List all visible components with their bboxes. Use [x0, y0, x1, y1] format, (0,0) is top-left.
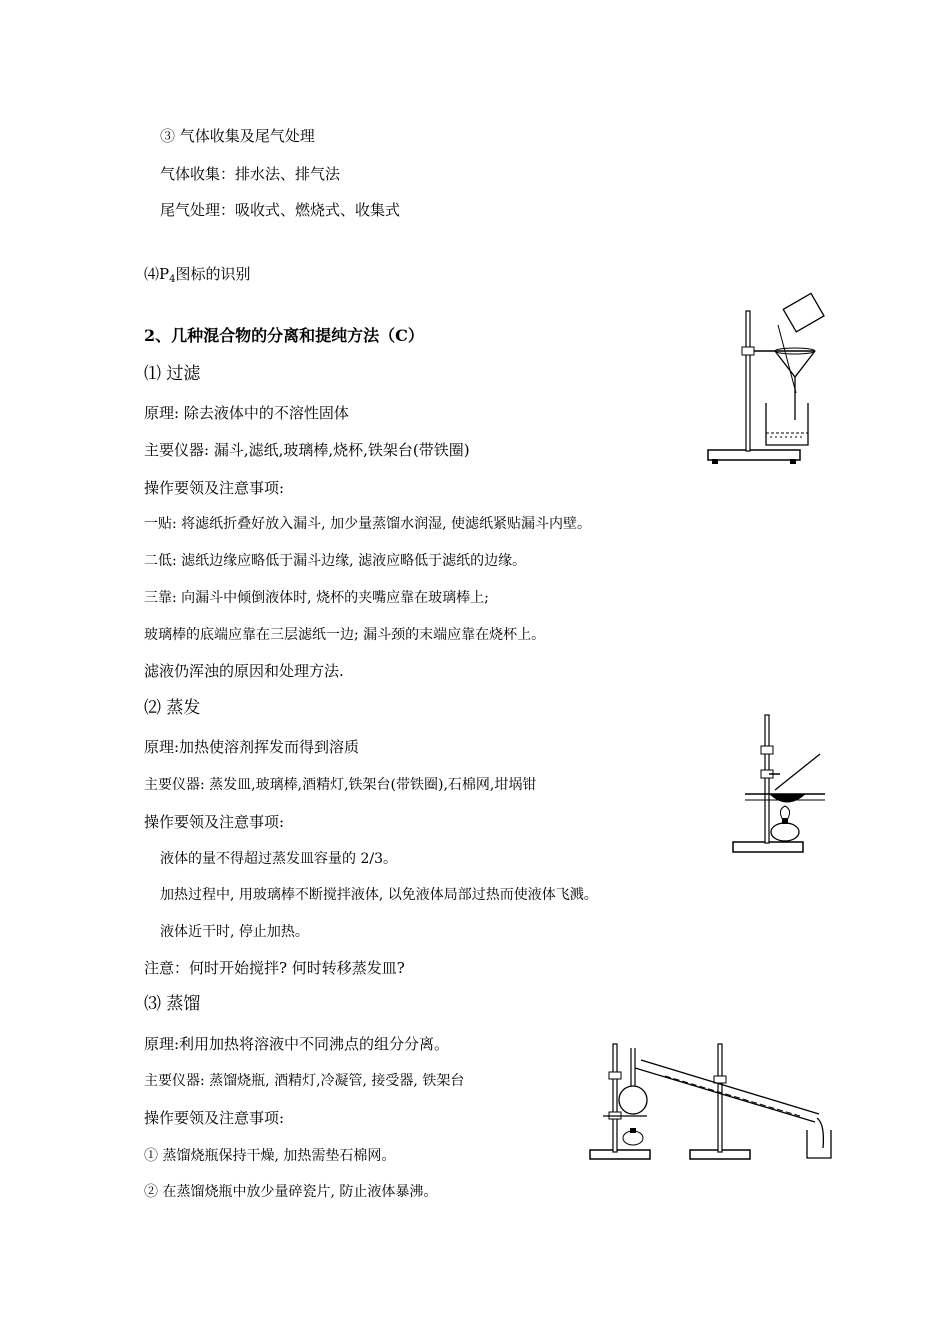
- gas-collection-text: 气体收集：排水法、排气法: [160, 165, 341, 183]
- evaporation-question: 注意：何时开始搅拌? 何时转移蒸发皿?: [144, 959, 405, 977]
- distillation-principle: 原理:利用加热将溶液中不同沸点的组分分离。: [144, 1035, 450, 1053]
- evaporation-title: ⑵ 蒸发: [144, 698, 201, 718]
- item3-title: ③ 气体收集及尾气处理: [160, 127, 315, 145]
- evaporation-instruments: 主要仪器: 蒸发皿,玻璃棒,酒精灯,铁架台(带铁圈),石棉网,坩埚钳: [144, 777, 537, 793]
- filtration-ops-title: 操作要领及注意事项:: [144, 479, 285, 497]
- tail-gas-text: 尾气处理：吸收式、燃烧式、收集式: [160, 201, 401, 219]
- filtration-rule1: 一贴: 将滤纸折叠好放入漏斗, 加少量蒸馏水润湿, 使滤纸紧贴漏斗内壁。: [144, 516, 591, 532]
- item4-subscript: 4: [169, 274, 176, 285]
- filtration-rule3: 三靠: 向漏斗中倾倒液体时, 烧杯的夹嘴应靠在玻璃棒上;: [144, 590, 489, 606]
- section2-title: 2、几种混合物的分离和提纯方法（C）: [144, 326, 424, 345]
- filtration-principle: 原理: 除去液体中的不溶性固体: [144, 404, 349, 422]
- distillation-apparatus-figure: [585, 1038, 840, 1168]
- filtration-rule3b: 玻璃棒的底端应靠在三层滤纸一边; 漏斗颈的末端应靠在烧杯上。: [144, 627, 546, 643]
- distillation-instruments: 主要仪器: 蒸馏烧瓶, 酒精灯,冷凝管, 接受器, 铁架台: [144, 1073, 465, 1089]
- distillation-ops-title: 操作要领及注意事项:: [144, 1109, 285, 1127]
- evaporation-note2: 加热过程中, 用玻璃棒不断搅拌液体, 以免液体局部过热而使液体飞溅。: [160, 887, 598, 903]
- distillation-title: ⑶ 蒸馏: [144, 994, 201, 1014]
- evaporation-note1: 液体的量不得超过蒸发皿容量的 2/3。: [160, 851, 397, 867]
- distillation-note2: ② 在蒸馏烧瓶中放少量碎瓷片, 防止液体暴沸。: [144, 1184, 438, 1200]
- filtration-instruments: 主要仪器: 漏斗,滤纸,玻璃棒,烧杯,铁架台(带铁圈): [144, 441, 470, 459]
- filtration-apparatus-figure: [700, 285, 840, 470]
- evaporation-note3: 液体近干时, 停止加热。: [160, 924, 309, 940]
- item4-suffix: 图标的识别: [175, 265, 251, 283]
- evaporation-ops-title: 操作要领及注意事项:: [144, 813, 285, 831]
- item4-title: [144, 264, 250, 290]
- filtration-title: ⑴ 过滤: [144, 364, 201, 384]
- filtration-rule2: 二低: 滤纸边缘应略低于漏斗边缘, 滤液应略低于滤纸的边缘。: [144, 553, 527, 569]
- evaporation-principle: 原理:加热使溶剂挥发而得到溶质: [144, 738, 360, 756]
- distillation-note1: ① 蒸馏烧瓶保持干燥, 加热需垫石棉网。: [144, 1148, 396, 1164]
- item4-prefix: ⑷P: [144, 265, 170, 283]
- evaporation-apparatus-figure: [725, 710, 835, 860]
- filtration-turbid: 滤液仍浑浊的原因和处理方法.: [144, 662, 344, 680]
